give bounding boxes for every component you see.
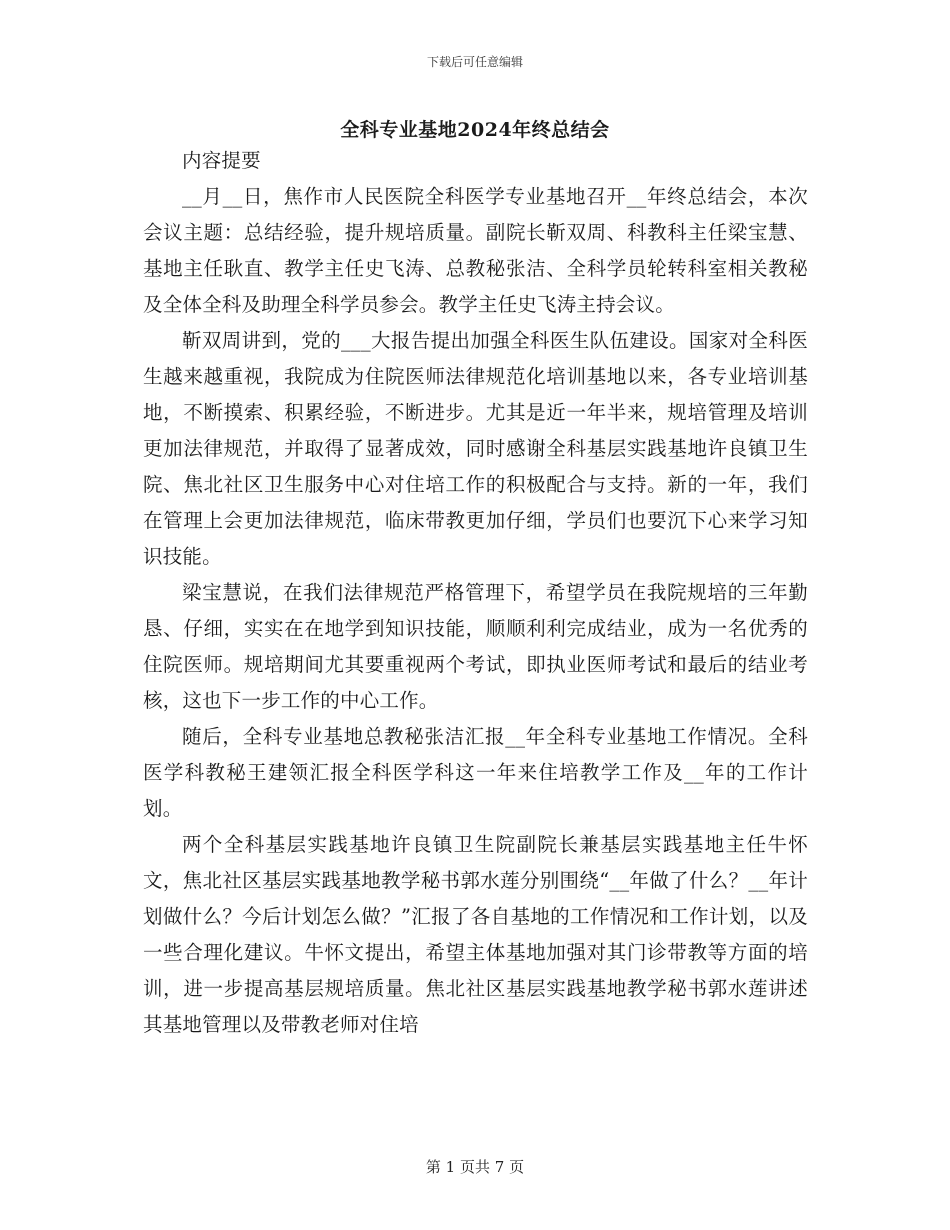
paragraph: 靳双周讲到，党的___大报告提出加强全科医生队伍建设。国家对全科医生越来越重视，我院成为住院医师法律规范化培训基地以来，各专业培训基地，不断摸索、积累经验，不断进步。尤其是近一年半来，规培管理及培训更加法律规范，并取得了显著成效，同时感谢全科基层实践基地许良镇卫生院、焦北社区卫生服务中心对住培工作的积极配合与支持。新的一年，我们在管理上会更加法律规范，临床带教更加仔细，学员们也要沉下心来学习知识技能。 (143, 329, 808, 568)
paragraph: __月__日，焦作市人民医院全科医学专业基地召开__年终总结会，本次会议主题：总结经验，提升规培质量。副院长靳双周、科教科主任梁宝慧、基地主任耿直、教学主任史飞涛、总教秘张洁、全科学员轮转科室相关教秘及全体全科及助理全科学员参会。教学主任史飞涛主持会议。 (143, 185, 808, 316)
page-footer: 第 1 页共 7 页 (425, 1158, 525, 1176)
paragraph: 两个全科基层实践基地许良镇卫生院副院长兼基层实践基地主任牛怀文，焦北社区基层实践基地教学秘书郭水莲分别围绕“__年做了什么？__年计划做什么？今后计划怎么做？”汇报了各自基地的工作情况和工作计划，以及一些合理化建议。牛怀文提出，希望主体基地加强对其门诊带教等方面的培训，进一步提高基层规培质量。焦北社区基层实践基地教学秘书郭水莲讲述其基地管理以及带教老师对住培 (143, 833, 808, 1036)
header-note: 下载后可任意编辑 (426, 55, 523, 69)
paragraph: 梁宝慧说，在我们法律规范严格管理下，希望学员在我院规培的三年勤恳、仔细，实实在在地学到知识技能，顺顺利利完成结业，成为一名优秀的住院医师。规培期间尤其要重视两个考试，即执业医师考试和最后的结业考核，这也下一步工作的中心工作。 (143, 581, 808, 712)
section-heading: 内容提要 (182, 149, 261, 172)
document-body (143, 143, 808, 1043)
document-title: 全科专业基地2024年终总结会 (340, 119, 610, 141)
paragraph: 随后，全科专业基地总教秘张洁汇报__年全科专业基地工作情况。全科医学科教秘王建领汇报全科医学科这一年来住培教学工作及__年的工作计划。 (143, 725, 808, 820)
